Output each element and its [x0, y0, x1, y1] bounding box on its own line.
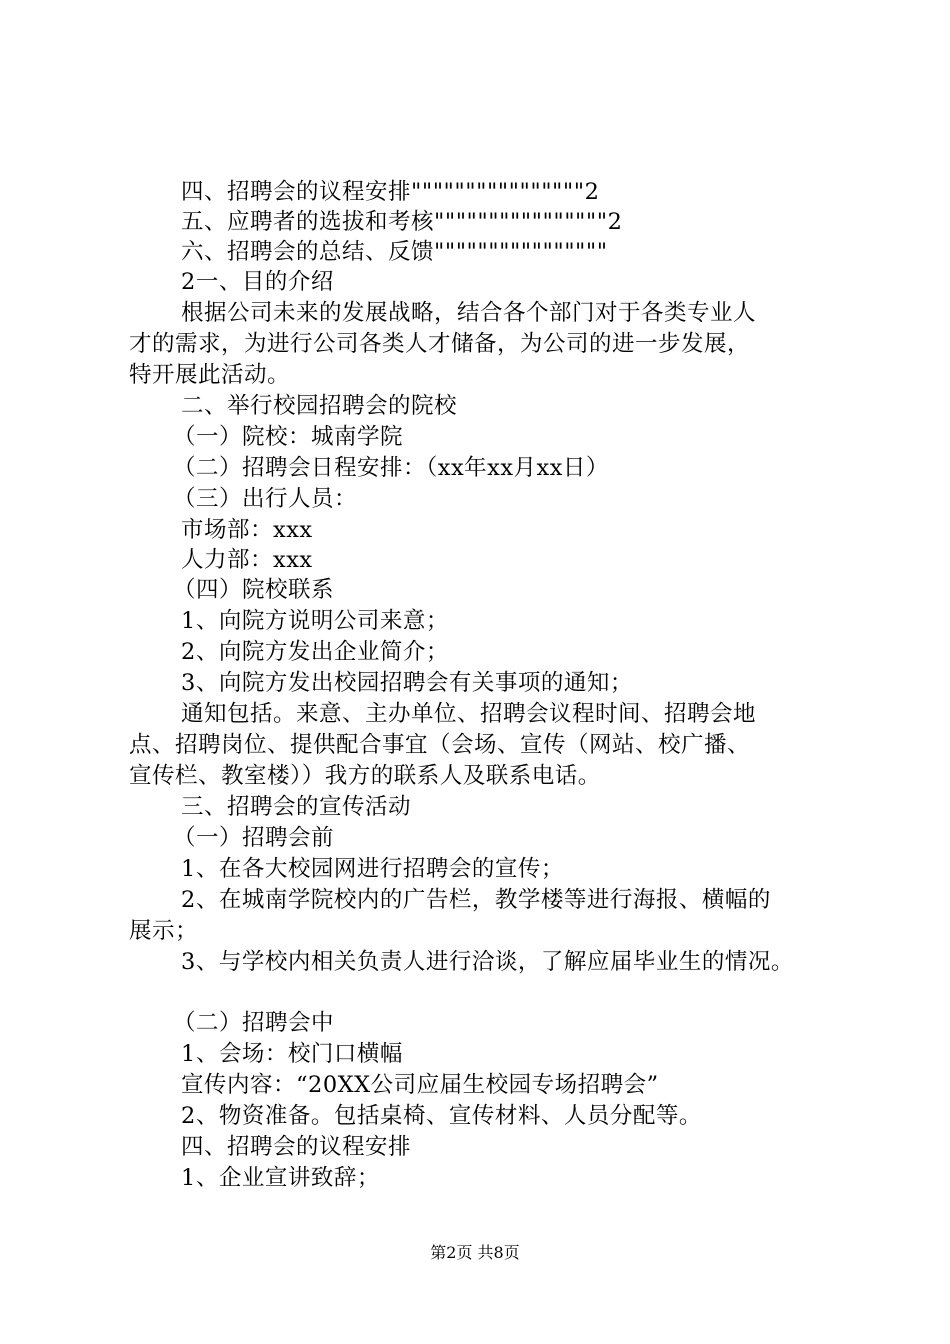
toc-line-5: 五、应聘者的选拔和考核""""""""""""""""2: [181, 209, 623, 235]
paragraph-line: 根据公司未来的发展战略，结合各个部门对于各类专业人: [181, 300, 757, 326]
page-number-footer: 第2页 共8页: [430, 1243, 520, 1262]
paragraph-line: 点、招聘岗位、提供配合事宜（会场、宣传（网站、校广播、: [129, 732, 751, 758]
subsection-line: （二）招聘会中: [173, 1010, 335, 1036]
toc-line-4: 四、招聘会的议程安排""""""""""""""""2: [181, 179, 600, 205]
paragraph-line: 特开展此活动。: [129, 362, 291, 388]
list-item-continuation: 展示；: [129, 918, 199, 944]
body-line: 宣传内容：“20XX公司应届生校园专场招聘会”: [181, 1072, 659, 1098]
section-heading-purpose: 2一、目的介绍: [181, 269, 334, 295]
list-item: 3、向院方发出校园招聘会有关事项的通知；: [181, 670, 633, 696]
body-line: 人力部：xxx: [181, 547, 313, 573]
body-line: 市场部：xxx: [181, 517, 313, 543]
subsection-line: （一）院校：城南学院: [173, 424, 404, 450]
subsection-line: （一）招聘会前: [173, 825, 335, 851]
list-item: 1、在各大校园网进行招聘会的宣传；: [181, 856, 564, 882]
paragraph-line: 才的需求，为进行公司各类人才储备，为公司的进一步发展，: [129, 331, 751, 357]
list-item: 1、向院方说明公司来意；: [181, 608, 449, 634]
paragraph-line: 宣传栏、教室楼））我方的联系人及联系电话。: [129, 763, 601, 789]
subsection-line: （四）院校联系: [173, 577, 335, 603]
section-heading-agenda: 四、招聘会的议程安排: [181, 1134, 412, 1160]
section-heading-promotion: 三、招聘会的宣传活动: [181, 794, 412, 820]
section-heading-schools: 二、举行校园招聘会的院校: [181, 393, 458, 419]
list-item: 2、物资准备。包括桌椅、宣传材料、人员分配等。: [181, 1103, 702, 1129]
list-item: 2、向院方发出企业简介；: [181, 639, 449, 665]
subsection-line: （三）出行人员：: [173, 486, 358, 512]
list-item: 1、企业宣讲致辞；: [181, 1165, 380, 1191]
subsection-line: （二）招聘会日程安排：（xx年xx月xx日）: [173, 455, 609, 481]
toc-line-6: 六、招聘会的总结、反馈"""""""""""""""": [181, 239, 608, 265]
list-item: 2、在城南学院校内的广告栏，教学楼等进行海报、横幅的: [181, 887, 771, 913]
list-item: 3、与学校内相关负责人进行洽谈，了解应届毕业生的情况。: [181, 949, 794, 975]
paragraph-line: 通知包括。来意、主办单位、招聘会议程时间、招聘会地: [181, 701, 757, 727]
list-item: 1、会场：校门口横幅: [181, 1041, 403, 1067]
